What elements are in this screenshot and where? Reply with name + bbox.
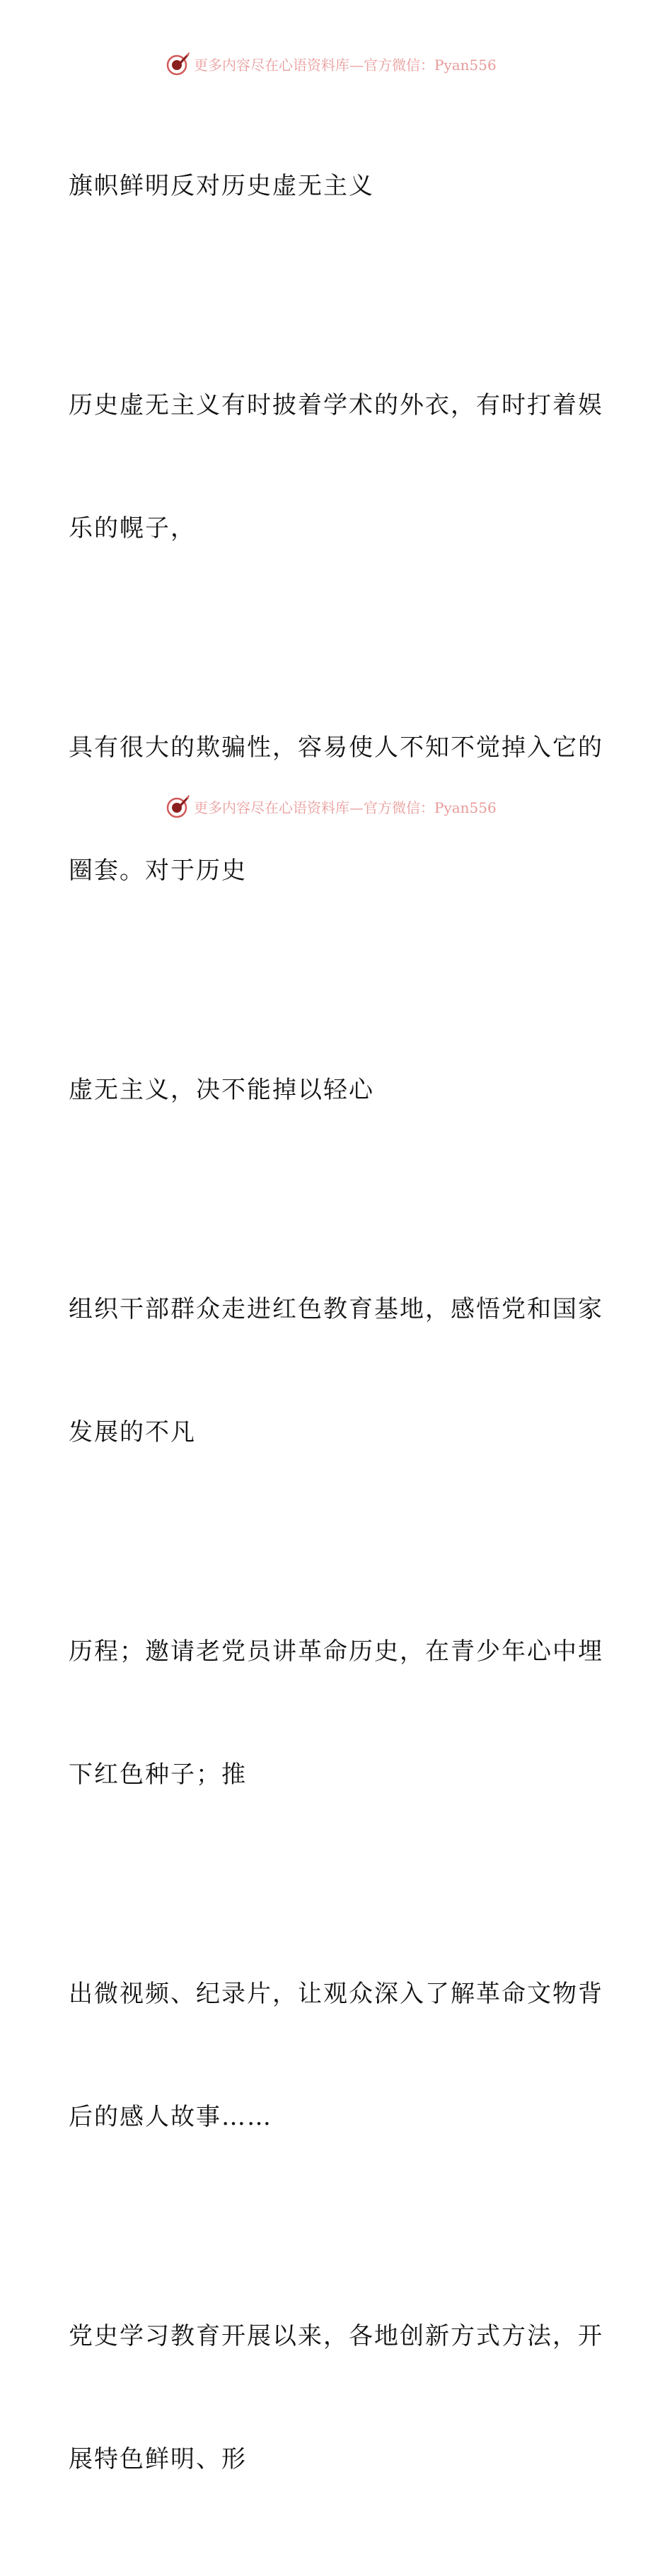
paragraph xyxy=(69,1891,603,2220)
text-line: 圈套。对于历史 xyxy=(69,857,247,885)
watermark-text: 更多内容尽在心语资料库—官方微信：Pyan556 xyxy=(194,56,497,74)
text-line: 具有很大的欺骗性，容易使人不知不觉掉入它的 xyxy=(69,733,603,762)
header-watermark xyxy=(166,50,497,78)
text-line: 组织干部群众走进红色教育基地，感悟党和国家 xyxy=(69,1295,603,1323)
text-line: 虚无主义，决不能掉以轻心 xyxy=(69,1076,374,1104)
text-line: 后的感人故事…… xyxy=(69,2103,272,2131)
paragraph xyxy=(69,83,592,289)
document-body xyxy=(69,83,603,2576)
text-line: 旗帜鲜明反对历史虚无主义 xyxy=(69,172,374,200)
text-line: 下红色种子；推 xyxy=(69,1760,247,1789)
paragraph xyxy=(69,2234,603,2562)
text-line: 乐的幌子， xyxy=(69,514,196,543)
text-line: 出微视频、纪录片，让观众深入了解革命文物背 xyxy=(69,1980,603,2008)
text-line: 党史学习教育开展以来，各地创新方式方法，开 xyxy=(69,2322,603,2350)
quill-logo-icon xyxy=(166,794,191,819)
text-line: 历史虚无主义有时披着学术的外衣，有时打着娱 xyxy=(69,391,603,419)
footer-watermark xyxy=(166,792,497,820)
text-line: 发展的不凡 xyxy=(69,1418,196,1446)
watermark-text: 更多内容尽在心语资料库—官方微信：Pyan556 xyxy=(194,799,497,816)
paragraph xyxy=(69,987,592,1193)
quill-logo-icon xyxy=(166,51,191,76)
paragraph xyxy=(69,1549,603,1877)
text-line: 展特色鲜明、形 xyxy=(69,2445,247,2473)
paragraph xyxy=(69,303,603,631)
text-line: 历程；邀请老党员讲革命历史，在青少年心中埋 xyxy=(69,1637,603,1666)
paragraph xyxy=(69,1207,603,1535)
